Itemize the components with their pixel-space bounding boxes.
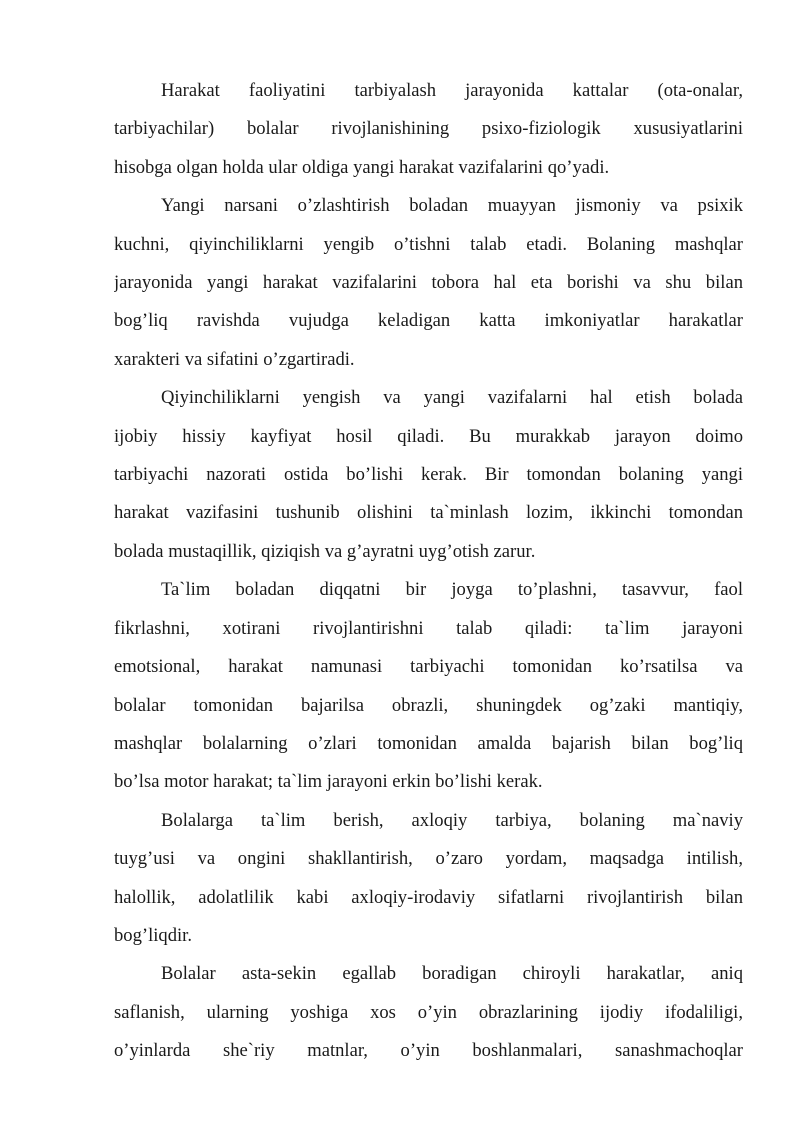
text-line: Qiyinchiliklarni yengish va yangi vazifalarni hal etish bolada <box>161 387 743 409</box>
paragraph <box>114 802 743 956</box>
paragraph <box>114 955 743 1070</box>
paragraph <box>114 379 743 571</box>
text-line: halollik, adolatlilik kabi axloqiy-irodaviy sifatlarni rivojlantirish bilan <box>114 886 743 908</box>
text-line: bo’lsa motor harakat; ta`lim jarayoni erkin bo’lishi kerak. <box>114 771 543 793</box>
text-line: Harakat faoliyatini tarbiyalash jarayonida kattalar (ota-onalar, <box>161 80 743 101</box>
text-line: hisobga olgan holda ular oldiga yangi harakat vazifalarini qo’yadi. <box>114 156 610 178</box>
text-line: mashqlar bolalarning o’zlari tomonidan amalda bajarish bilan bog’liq <box>114 732 743 754</box>
text-line: bolalar tomonidan bajarilsa obrazli, shuningdek og’zaki mantiqiy, <box>114 694 743 716</box>
text-line: bog’liqdir. <box>114 924 192 946</box>
text-line: Bolalarga ta`lim berish, axloqiy tarbiya, bolaning ma`naviy <box>161 809 743 831</box>
text-line: kuchni, qiyinchiliklarni yengib o’tishni talab etadi. Bolaning mashqlar <box>114 233 743 255</box>
text-line: Yangi narsani o’zlashtirish boladan muayyan jismoniy va psixik <box>161 195 743 217</box>
paragraph <box>114 72 743 187</box>
text-line: saflanish, ularning yoshiga xos o’yin obrazlarining ijodiy ifodaliligi, <box>114 1001 743 1023</box>
text-line: bolada mustaqillik, qiziqish va g’ayratni uyg’otish zarur. <box>114 540 536 562</box>
text-line: harakat vazifasini tushunib olishini ta`minlash lozim, ikkinchi tomondan <box>114 502 743 524</box>
text-line: Bolalar asta-sekin egallab boradigan chiroyli harakatlar, aniq <box>161 963 743 985</box>
text-line: emotsional, harakat namunasi tarbiyachi tomonidan ko’rsatilsa va <box>114 656 743 678</box>
paragraph <box>114 187 743 379</box>
text-line: tarbiyachi nazorati ostida bo’lishi kerak. Bir tomondan bolaning yangi <box>114 464 743 486</box>
text-line: fikrlashni, xotirani rivojlantirishni talab qiladi: ta`lim jarayoni <box>114 617 743 639</box>
text-line: tuyg’usi va ongini shakllantirish, o’zaro yordam, maqsadga intilish, <box>114 848 743 870</box>
text-line: tarbiyachilar) bolalar rivojlanishining psixo-fiziologik xususiyatlarini <box>114 118 743 140</box>
text-line: Ta`lim boladan diqqatni bir joyga to’plashni, tasavvur, faol <box>161 579 743 601</box>
text-line: ijobiy hissiy kayfiyat hosil qiladi. Bu murakkab jarayon doimo <box>114 425 743 447</box>
text-line: bog’liq ravishda vujudga keladigan katta imkoniyatlar harakatlar <box>114 310 743 332</box>
text-line: o’yinlarda she`riy matnlar, o’yin boshlanmalari, sanashmachoqlar <box>114 1040 743 1062</box>
text-line: xarakteri va sifatini o’zgartiradi. <box>114 348 355 370</box>
text-line: jarayonida yangi harakat vazifalarini tobora hal eta borishi va shu bilan <box>114 272 743 294</box>
paragraph <box>114 571 743 801</box>
